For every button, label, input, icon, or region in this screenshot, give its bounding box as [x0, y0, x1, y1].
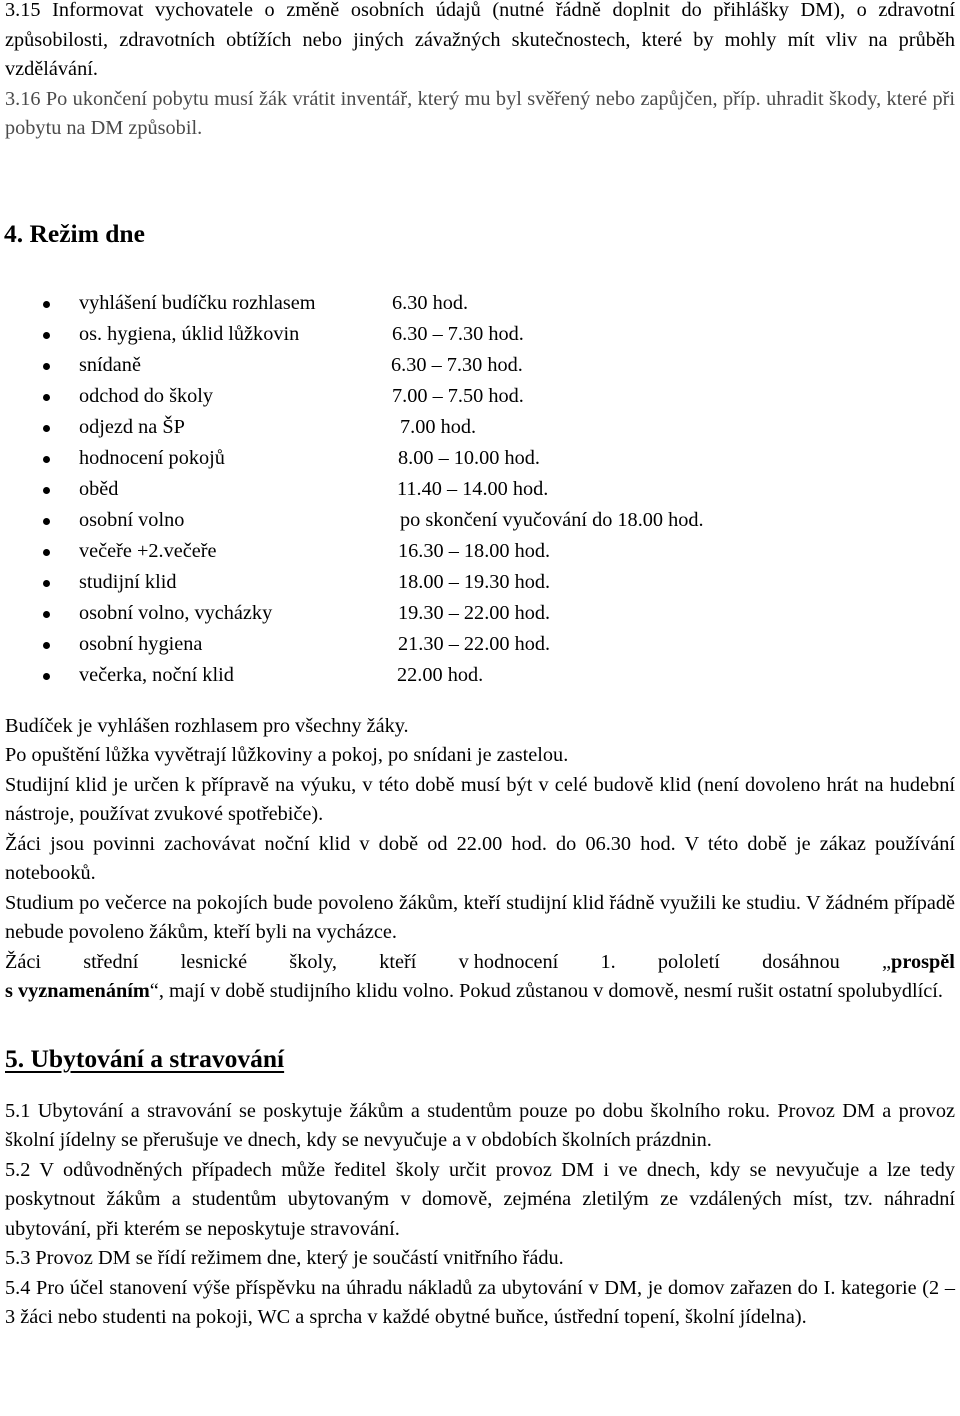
schedule-activity: odjezd na ŠP: [79, 415, 185, 438]
word: kteří: [379, 950, 417, 973]
quote-close: “: [149, 980, 159, 1002]
daily-schedule-list: [5, 289, 955, 694]
schedule-activity: osobní volno, vycházky: [79, 601, 273, 624]
schedule-activity: oběd: [79, 477, 119, 500]
rule-paragraph: Studijní klid je určen k přípravě na výuku, v této době musí být v celé budově klid (není dovoleno hrát na hudební nástroje, používat zvukové spotřebiče).: [5, 773, 955, 825]
schedule-time: po skončení vyučování do 18.00 hod.: [400, 508, 704, 531]
bullet-icon: [43, 332, 50, 339]
bold-prospel: prospěl: [891, 950, 955, 973]
schedule-time: 16.30 – 18.00 hod.: [398, 539, 551, 562]
schedule-time: 18.00 – 19.30 hod.: [398, 570, 551, 593]
section-5-title: 5. Ubytování a stravování: [5, 1043, 285, 1073]
word: střední: [83, 950, 139, 973]
schedule-item: [5, 661, 945, 691]
section-4-title: 4. Režim dne: [4, 218, 145, 248]
paragraph-3-16: 3.16 Po ukončení pobytu musí žák vrátit inventář, který mu byl svěřený nebo zapůjčen, příp. uhradit škody, které při pobytu na DM způsobil.: [5, 87, 955, 139]
word: 1.: [600, 950, 616, 973]
schedule-time: 6.30 – 7.30 hod.: [391, 353, 523, 376]
rules-continued: [5, 0, 955, 144]
bullet-icon: [43, 456, 50, 463]
schedule-item: [5, 351, 945, 381]
bold-s-vyznamenanim: s vyznamenáním: [5, 980, 150, 1002]
schedule-activity: snídaně: [79, 353, 141, 376]
section-heading-accommodation: [5, 1043, 955, 1075]
bullet-icon: [43, 518, 50, 525]
rule-paragraph-excellence: [5, 948, 955, 1007]
bullet-icon: [43, 363, 50, 370]
bullet-icon: [43, 301, 50, 308]
schedule-activity: večerka, noční klid: [79, 663, 234, 686]
bullet-icon: [43, 673, 50, 680]
schedule-item: [5, 475, 945, 505]
schedule-activity: odchod do školy: [79, 384, 214, 407]
schedule-activity: večeře +2.večeře: [79, 539, 217, 562]
schedule-time: 7.00 hod.: [400, 415, 477, 438]
rule-6-rest: [5, 980, 943, 1002]
word: pololetí: [657, 950, 720, 973]
bullet-icon: [43, 642, 50, 649]
honor-phrase-start: [882, 948, 955, 978]
schedule-time: 6.30 – 7.30 hod.: [392, 322, 524, 345]
paragraph-5-2: 5.2 V odůvodněných případech může ředitel školy určit provoz DM i ve dnech, kdy se nevyučuje a lze tedy poskytnout žákům a studentům ubytovaným v domově, zejména zletilým ze vzdálených míst, tzv. náhradní ubytování, při kterém se neposkytuje stravování.: [5, 1158, 955, 1240]
rule-6-line-1: [5, 948, 955, 978]
schedule-item: [5, 413, 945, 443]
schedule-time: 22.00 hod.: [397, 663, 484, 686]
rule-paragraph: Studium po večerce na pokojích bude povoleno žákům, kteří studijní klid řádně využili ke studiu. V žádném případě nebude povoleno žákům, kteří byli na vycházce.: [5, 891, 955, 943]
section-heading-daily-regime: [4, 218, 955, 250]
schedule-time: 19.30 – 22.00 hod.: [398, 601, 551, 624]
rule-6-text: , mají v době studijního klidu volno. Pokud zůstanou v domově, nesmí rušit ostatní spolubydlící.: [158, 980, 943, 1002]
schedule-activity: studijní klid: [79, 570, 177, 593]
paragraph-3-15: 3.15 Informovat vychovatele o změně osobních údajů (nutné řádně doplnit do přihlášky DM), o zdravotní způsobilosti, zdravotních obtížích nebo jiných závažných skutečnostech, které by mohly mít vliv na průběh vzdělávání.: [5, 0, 955, 80]
bullet-icon: [43, 394, 50, 401]
schedule-item: [5, 537, 945, 567]
schedule-item: [5, 289, 945, 319]
schedule-time: 11.40 – 14.00 hod.: [397, 477, 549, 500]
accommodation-paragraphs: [5, 1097, 955, 1333]
schedule-time: 21.30 – 22.00 hod.: [398, 632, 551, 655]
bullet-icon: [43, 580, 50, 587]
word: lesnické: [180, 950, 248, 973]
word: v hodnocení: [458, 950, 559, 973]
schedule-item: [5, 568, 945, 598]
rule-paragraph: Žáci jsou povinni zachovávat noční klid v době od 22.00 hod. do 06.30 hod. V této době je zákaz používání notebooků.: [5, 832, 955, 884]
bullet-icon: [43, 611, 50, 618]
schedule-item: [5, 599, 945, 629]
schedule-item: [5, 382, 945, 412]
schedule-activity: vyhlášení budíčku rozhlasem: [79, 291, 316, 314]
paragraph-5-1: 5.1 Ubytování a stravování se poskytuje žákům a studentům pouze po dobu školního roku. Provoz DM a provoz školní jídelny se přerušuje ve dnech, kdy se nevyučuje a v obdobích školních prázdnin.: [5, 1099, 955, 1151]
bullet-icon: [43, 425, 50, 432]
schedule-time: 7.00 – 7.50 hod.: [392, 384, 524, 407]
schedule-activity: osobní hygiena: [79, 632, 203, 655]
rule-paragraph: Po opuštění lůžka vyvětrají lůžkoviny a pokoj, po snídani je zastelou.: [5, 744, 569, 766]
schedule-item: [5, 630, 945, 660]
paragraph-5-4: 5.4 Pro účel stanovení výše příspěvku na úhradu nákladů za ubytování v DM, je domov zařazen do I. kategorie (2 – 3 žáci nebo studenti na pokoji, WC a sprcha v každé obytné buňce, ústřední topení, školní jídelna).: [5, 1276, 955, 1328]
schedule-item: [5, 444, 945, 474]
schedule-item: [5, 320, 945, 350]
schedule-time: 8.00 – 10.00 hod.: [398, 446, 540, 469]
rule-paragraph: Budíček je vyhlášen rozhlasem pro všechny žáky.: [5, 714, 409, 737]
bullet-icon: [43, 549, 50, 556]
schedule-activity: os. hygiena, úklid lůžkovin: [79, 322, 300, 345]
document-page: [5, 0, 955, 1333]
quote-open: „: [882, 950, 892, 973]
schedule-time: 6.30 hod.: [392, 291, 469, 314]
bullet-icon: [43, 487, 50, 494]
paragraph-5-3: 5.3 Provoz DM se řídí režimem dne, který je součástí vnitřního řádu.: [5, 1247, 564, 1269]
word: Žáci: [5, 950, 42, 973]
word: dosáhnou: [762, 950, 840, 973]
word: školy,: [289, 950, 337, 973]
schedule-item: [5, 506, 945, 536]
daily-regime-rules: [5, 712, 955, 1007]
schedule-activity: osobní volno: [79, 508, 185, 531]
schedule-activity: hodnocení pokojů: [79, 446, 225, 469]
